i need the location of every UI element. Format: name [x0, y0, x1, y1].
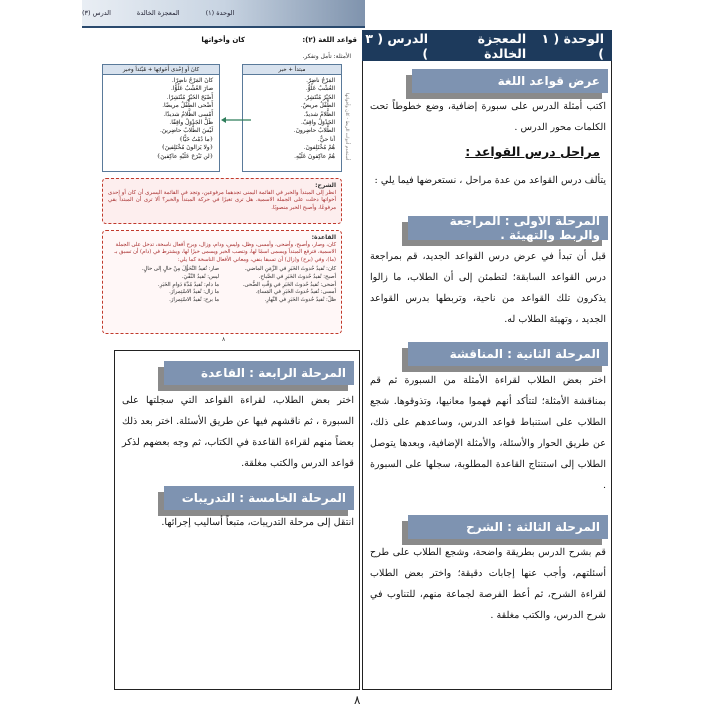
list-item: أصبح: تُفيدُ حُدوثَ الخَبَرِ في الصَّباحِ.: [258, 273, 336, 280]
textbook-grammar-title: قواعد اللغة (٢):: [302, 36, 357, 44]
table-row: الطِّفْلُ مريضٌ.: [300, 103, 335, 110]
stage2-heading: المرحلة الثانية : المناقشة: [408, 342, 608, 366]
table-row: الطُّلابُ حاضِرونَ.: [293, 128, 335, 135]
list-item: ظلّ: تُفيدُ حُدوثَ الخَبَرِ في النَّهارِ.: [264, 296, 336, 303]
table-row: ﴿لن نَبْرَحَ عَلَيْهِ عاكِفينَ﴾: [156, 153, 213, 160]
list-item: أضحى: تُفيدُ حُدوثَ الخَبَرِ في وَقْتِ الضُّحى.: [242, 281, 336, 288]
textbook-unit: الوحدة (١): [205, 9, 235, 17]
rule-items: [108, 266, 336, 304]
stages-title: مراحل درس القواعد :: [465, 144, 600, 159]
textbook-rule-box: [102, 230, 342, 334]
table-row: هُمْ عاكِفونَ عَلَيْهِ.: [294, 153, 335, 160]
table-row: أَضْحى الطِّفْلُ مريضًا.: [162, 103, 213, 110]
stages-intro: يتألف درس القواعد من عدة مراحل ، نستعرضها فيما يلي :: [374, 175, 606, 186]
textbook-page-number: ٨: [222, 336, 226, 343]
list-item: كان: تُفيدُ حُدوثَ الخَبَرِ في الزَّمَنِ الماضي.: [244, 266, 336, 273]
stage4-heading: المرحلة الرابعة : القاعدة: [164, 361, 354, 385]
list-item: ليس: تُفيدُ النَّفْيَ.: [181, 273, 219, 280]
table-row: الخَيْرُ مُنْتَشِرٌ.: [304, 94, 335, 101]
textbook-right-table: [242, 64, 342, 172]
stage1-text: قبل أن تبدأ في عرض درس القواعد الجديد، قم بمراجعة درس القواعد السابقة؛ لتطمئن إلى أن الطلاب، ما زالوا يذكرون تلك القواعد من ناحية، وتربطها بدرس القواعد الجديد ، وتهيئة الطلاب له.: [370, 251, 606, 325]
textbook-lesson: الدرس (٣): [82, 9, 111, 17]
arrow-left-icon: [220, 115, 252, 125]
table-row: أَصْبَحَ الخَيْرُ مُنْتَشِرًا.: [166, 94, 213, 101]
textbook-left-table: [102, 64, 220, 172]
table-row: لَيْسَ الطُّلابُ حاضِرينَ.: [160, 128, 213, 135]
table-row: ظَلَّ الجَدْوَلُ واقِفًا.: [169, 120, 213, 127]
textbook-page-thumbnail: [82, 0, 365, 345]
table-row: الجَدْوَلُ واقِفٌ.: [300, 120, 335, 127]
textbook-explanation-box: [102, 178, 342, 224]
table-row: أنا حيٌّ.: [317, 136, 335, 143]
list-item: ما برح: تُفيدُ الاسْتِمرارَ.: [169, 296, 219, 303]
rule-title: القاعدة:: [311, 234, 336, 241]
stage3-text: قم بشرح الدرس بطريقة واضحة، وشجع الطلاب على طرح أسئلتهم، وأجب عنها إجابات دقيقة؛ واختر بعض الطلاب لقراءة الشرح، ثم أعط الفرصة لجماعة منهم، للتناوب في شرح الدرس، والكتب مغلقة .: [370, 547, 606, 621]
presentation-heading: عرض قواعد اللغة: [412, 69, 608, 93]
stage1-heading: المرحلة الأولى : المراجعة والربط والتهيئة .: [408, 216, 608, 240]
list-item: أمسى: تُفيدُ حُدوثَ الخَبَرِ في المَساءِ.: [255, 289, 336, 296]
table-row: كانَ المَرْجُ ناضِرًا.: [171, 78, 213, 84]
stage5-heading: المرحلة الخامسة : التدريبات: [164, 486, 354, 510]
table-row: هُمْ مُخْتَلِفونَ.: [303, 145, 335, 152]
textbook-examples-label: الأمثلة: تأمل وتفكر.: [302, 53, 351, 60]
textbook-topic-title: كان وأخواتها: [201, 36, 245, 44]
table-row: أَمْسى الظَّلامُ شديدًا.: [163, 111, 213, 118]
right-table-header: مبتدأ + خبر: [243, 65, 341, 75]
left-table-rows: [103, 75, 219, 163]
presentation-text: اكتب أمثلة الدرس على سبورة إضافية، وضع خطوطاً تحت الكلمات محور الدرس .: [370, 101, 606, 133]
lesson-label: الدرس ( ٣ ): [365, 30, 429, 61]
list-item: صار: تُفيدُ التَّحَوُّلَ مِنْ حالٍ إلى حالٍ.: [141, 266, 219, 273]
list-item: ما دام: تُفيدُ مُدَّةَ دَوامِ الخَبَرِ.: [157, 281, 219, 288]
table-row: المَرْجُ ناضِرٌ.: [306, 78, 335, 84]
stage3-heading: المرحلة الثالثة : الشرح: [408, 515, 608, 539]
unit-label: الوحدة ( ١ ): [541, 30, 604, 61]
textbook-header: [82, 0, 365, 28]
theme-label: المعجزة الخالدة: [477, 30, 527, 61]
table-row: ﴿ما دُمْتُ حَيًّا﴾: [179, 136, 213, 143]
stage4-text: اختر بعض الطلاب، لقراءة القواعد التي سجلتها على السبورة ، ثم ناقشهم فيها عن طريق الأسئلة. اختر بعد ذلك بعضاً منهم لقراءة القاعدة في الكتاب، ثم وجه بعضهم لذكر قواعد الدرس والكتب مغلقة.: [122, 395, 354, 469]
page-number: ٨: [354, 693, 361, 707]
table-row: ﴿ولا يَزالونَ مُخْتَلِفينَ﴾: [161, 145, 213, 152]
rule-text: كان، وصار، وأصبح، وأضحى، وأمسى، وظل، وليس، ودام، وزال، وبرح أفعال ناسخة، تدخل على الجملة الاسمية، فترفع المبتدأ ويسمى اسمًا لها، وتنصب الخبر ويسمى خبرًا لها، ويشترط في (دام) أن تسبق بـ (ما)، وفي (برح) و(زال) أن تسبقا بنفي، ومعاني الأفعال الناسخة كما يلي:: [114, 241, 336, 263]
explanation-title: الشرح:: [315, 182, 336, 189]
table-row: العُشْبُ عَلُوٌّ.: [305, 86, 335, 93]
textbook-side-note: أستخدم أدوات الربط - كان وأخواتها: [344, 92, 349, 160]
right-table-rows: [243, 75, 341, 163]
textbook-theme: المعجزة الخالدة: [136, 9, 180, 17]
explanation-text: انظر إلى المبتدأ والخبر في القائمة اليمنى تجدهما مرفوعين، وتجد في القائمة اليسرى أن كان أو إحدى أخواتها دخلت على الجملة الاسمية. هل ترى تغيرًا في حركة المبتدأ والخبر؟ ألا ترى أن المبتدأ بقي مرفوعًا، وأصبح الخبر منصوبًا.: [108, 189, 336, 211]
stage5-text: انتقل إلى مرحلة التدريبات، متبعاً أساليب إجرائها.: [161, 517, 354, 528]
left-table-header: كانَ أو إِحْدى أَخَواتِها + مُبْتَدأ وخبر: [103, 65, 219, 75]
unit-bar: [362, 30, 612, 61]
stage2-text: اختر بعض الطلاب لقراءة الأمثلة من السبورة ثم قم بمناقشة الأمثلة؛ لتتأكد أنهم فهموا معانيها، وتذوقوها. شجع الطلاب على استنباط قواعد الدرس، وساعدهم على ذلك، عن طريق الحوار والأسئلة، والأمثلة الإضافية، وبعدها يتوصل الطلاب إلى استنتاج القاعدة المطلوبة، سجلها على السبورة .: [370, 375, 606, 491]
table-row: الظَّلامُ شديدٌ.: [303, 111, 335, 118]
table-row: صارَ العُشْبُ عَلُوًّا.: [170, 86, 213, 93]
list-item: ما زال: تُفيدُ الاسْتِمرارَ.: [169, 289, 219, 296]
